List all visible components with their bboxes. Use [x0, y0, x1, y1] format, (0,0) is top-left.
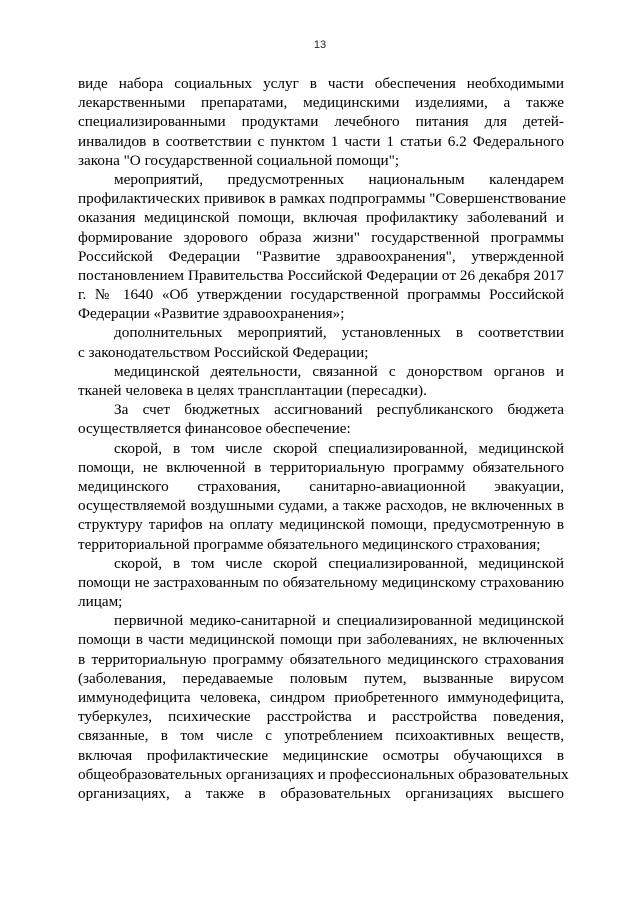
- text-line: осуществляется финансовое обеспечение:: [78, 420, 351, 438]
- text-line: виде набора социальных услуг в части обеспечения необходимыми: [78, 75, 564, 92]
- text-line: профилактических прививок в рамках подпрограммы "Совершенствование: [78, 190, 566, 208]
- text-line: постановлением Правительства Российской Федерации от 26 декабря 2017: [78, 266, 564, 284]
- text-line: помощи, не включенной в территориальную программу обязательного: [78, 458, 564, 476]
- text-line: Российской Федерации "Развитие здравоохранения", утвержденной: [78, 247, 564, 265]
- text-line: с законодательством Российской Федерации;: [78, 343, 369, 361]
- text-line: За счет бюджетных ассигнований республиканского бюджета: [114, 401, 564, 419]
- text-line: туберкулез, психические расстройства и расстройства поведения,: [78, 708, 564, 726]
- text-line: специализированными продуктами лечебного питания для детей-: [78, 113, 564, 131]
- text-line: медицинского страхования, санитарно-авиационной эвакуации,: [78, 477, 564, 495]
- text-line: скорой, в том числе скорой специализированной, медицинской: [114, 439, 564, 457]
- text-line: общеобразовательных организациях и профессиональных образовательных: [78, 765, 569, 783]
- text-line: формирование здорового образа жизни" государственной программы: [78, 228, 564, 246]
- text-line: лекарственными препаратами, медицинскими изделиями, а также: [78, 94, 564, 112]
- text-line: организациях, а также в образовательных организациях высшего: [78, 784, 564, 802]
- text-line: структуру тарифов на оплату медицинской помощи, предусмотренную в: [78, 516, 564, 534]
- text-line: помощи в части медицинской помощи при заболеваниях, не включенных: [78, 631, 564, 649]
- text-line: закона "О государственной социальной помощи";: [78, 151, 400, 169]
- text-line: помощи не застрахованным по обязательному медицинскому страхованию: [78, 573, 564, 591]
- text-line: инвалидов в соответствии с пунктом 1 части 1 статьи 6.2 Федерального: [78, 132, 564, 150]
- page-number: 13: [313, 39, 327, 51]
- text-line: мероприятий, предусмотренных национальным календарем: [114, 170, 564, 188]
- text-line: связанные, в том числе с употреблением психоактивных веществ,: [78, 727, 564, 745]
- text-line: скорой, в том числе скорой специализированной, медицинской: [114, 554, 564, 572]
- text-line: медицинской деятельности, связанной с донорством органов и: [114, 362, 564, 380]
- text-line: в территориальную программу обязательного медицинского страхования: [78, 650, 564, 668]
- text-line: иммунодефицита человека, синдром приобретенного иммунодефицита,: [78, 689, 564, 706]
- text-line: первичной медико-санитарной и специализированной медицинской: [114, 612, 564, 630]
- text-line: оказания медицинской помощи, включая профилактику заболеваний и: [78, 209, 564, 227]
- body-text: [78, 74, 569, 803]
- text-line: территориальной программе обязательного медицинского страхования;: [78, 535, 541, 553]
- text-line: осуществляемой воздушными судами, а также расходов, не включенных в: [78, 497, 564, 515]
- text-line: Федерации «Развитие здравоохранения»;: [78, 305, 345, 323]
- text-line: лицам;: [78, 593, 123, 611]
- text-line: тканей человека в целях трансплантации (пересадки).: [78, 382, 427, 399]
- text-line: дополнительных мероприятий, установленных в соответствии: [114, 324, 564, 342]
- text-line: включая профилактические медицинские осмотры обучающихся в: [78, 746, 564, 764]
- text-line: (заболевания, передаваемые половым путем, вызванные вирусом: [78, 669, 564, 687]
- text-line: г. № 1640 «Об утверждении государственной программы Российской: [78, 286, 564, 304]
